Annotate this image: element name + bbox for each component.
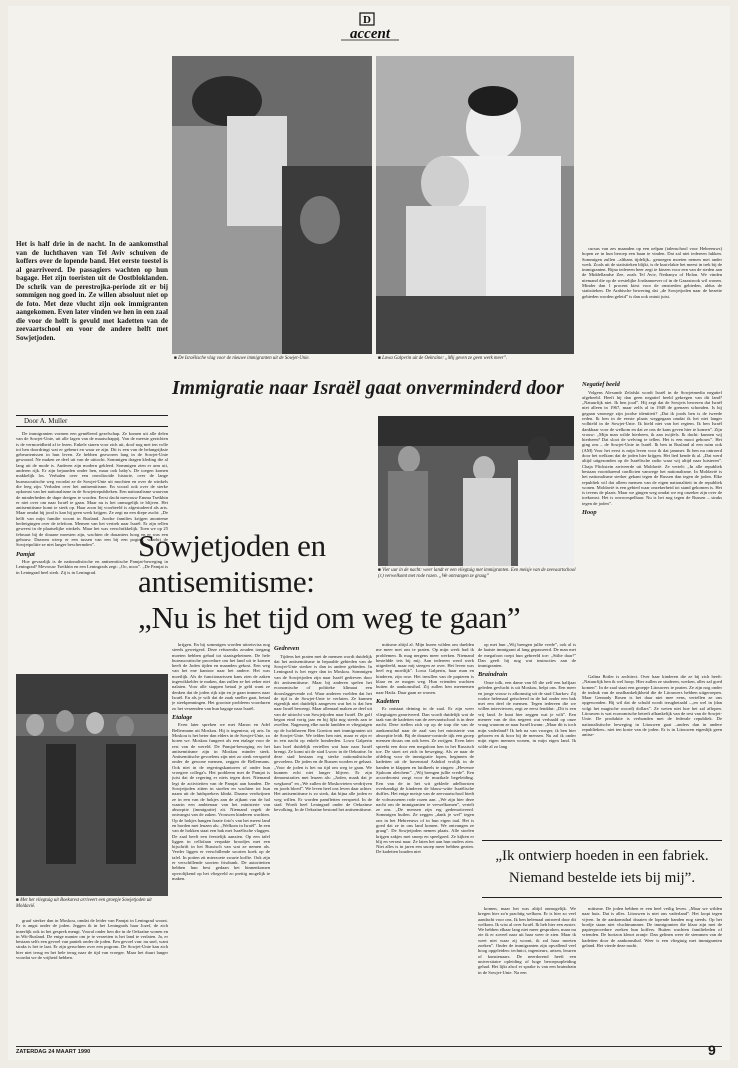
caption-square-icon: ■: [174, 356, 179, 361]
headline-main: [138, 528, 378, 600]
headline-line2: antisemitisme:: [138, 564, 315, 599]
accent-logo: [338, 12, 402, 42]
newspaper-page: [8, 6, 730, 1060]
lead-paragraph: Het is half drie in de nacht. In de aankomsthal van de luchthaven van Tel Aviv schuiven de koffers over de lopende band. Het eerste toestel is al gearriveerd. De passagiers wachten op hun bagage. Het zijn toeristen uit de Oostbloklanden. De schrik van de perestrojka-periode zit er bij sommigen nog goed in. Ze willen absoluut niet op de foto. Met deze vlucht zijn ook immigranten aangekomen. Even later vinden we hen in een zaal die voor de helft is gevuld met kadetten van de zeevaartschool en voor de andere helft met Sowjetjoden.: [16, 240, 168, 343]
subhead-negatief: Negatief beeld: [582, 381, 620, 388]
caption-photo2: ■ Lowa Galperin uit de Oekraïne: „Mij geven ze geen werk meer”.: [378, 356, 508, 361]
caption-photo3: ■ Vier uur in de nacht: weer landt er een vliegtuig met immigranten. Een meisje van de zeevaartschool (r.) verwelkomt met rode rozen. „We ontvangen ze graag”: [378, 568, 576, 579]
subhead-pamjat: Pamjat: [16, 550, 35, 558]
footer-rule: [16, 1046, 722, 1047]
headline-main-line3: „Nu is het tijd om weg te gaan”: [138, 600, 521, 635]
paragraph: Onze tolk, een dame van 65 die zelf een halfjaar geleden gevlucht is uit Moskou, helpt ons. Een meer en jonge vrouw is afkomstig uit de stad Charkov. Zij rookte helemaal geïsoleerd in de hal onder een bak met een deel de mensen. Tegen iedereen die we willen interviewen, zegt ze eerst fenddut: „Dit is een vrij land. Je kunt hier zeggen wat je wilt”. Een meneer van de dos negeert wat verhaald op onze vraag waarom ze naar Israël kwam: „Maar dit is toch mijn vaderland? Ik heb na van vroeger, ik ben hier geboren en ik hoor bij de mensen. Nu zal ik onder mijn eigen mensen wonen, in mijn eigen land. Ik wilde al zo lang: [478, 679, 576, 749]
subhead-braindrain: Braindrain: [478, 671, 508, 679]
paragraph: komen, maar het was altijd onmogelijk. We kregen hier zo'n prachtig welkom. Er is hier zo veel aandacht voor ons. Ik ben helemaal ontroerd door dit welkom. Ik wist al over Israël. Ik heb hier een zuster. We hebben elkaar lang niet meer gesproken, maar nu zie ik er zoveel naar uit haar weer te zien. Maar ik weet niet waar zij woont, ik zal haar moeten zoeken”. Onder de immigranten zijn opvallend veel hoog opgeleiden: technici, ingenieurs, artsen, leraren of kunstenaars. De neerdorend heeft een universitaire opleiding of hoge beroepsopleiding gehad. Het lijkt alsof er sprake is van een braindrain in de Sowjet-Unie. Na een: [478, 906, 576, 975]
paragraph: cursus van zes maanden op een oelpan (talenschool voor Hebreeuws) hopen ze in hun beroep een baan te vinden. Dat zal niet iedereen lukken. Sommigen zullen –althans tijdelijk– genoegen moeten nemen met ander werk. Zoals uit de statistieken blijkt, is de kustvlakte het meest in trek bij de immigranten. Bijna iedereen heer zegt te kiezen voor een van de steden aan de Middellandse Zee, zoals Tel Aviv, Nethanya of Holon. We vinden niemand die op de westelijke Jordaanoever of in de Gazastrook wil wonen. Minder dan 1 procent kiest voor de omstreden gebieden, aldus de statistieken. De Arabische bewering dat „de Sowjetjoden naar de bezette gebieden worden geleid” is dan ook ontuit juist.: [582, 246, 722, 299]
column-5-upper: [478, 642, 576, 830]
caption-square-icon: ■: [16, 898, 21, 903]
quote-line1: „Ik ontwierp hoeden in een fabriek.: [495, 848, 709, 864]
subhead-kadetten: Kadetten: [376, 697, 400, 705]
subhead-hoop: Hoop: [582, 509, 597, 517]
paragraph: Tijdens het praten met de mensen wordt duidelijk dat het antisemitisme in bepaalde gebieden van de Sowjet-Unie sterker is dan in andere gebieden. In Leningrad is het erger dan in Moskou. Sommigen van de Sowjetjoden zijn naar Israël gedreven door dit antisemitisme. Maar bij anderen spelen het economische of politieke klimaat een doorslaggevende rol. Waar anderen voelden dat het de tijd is de Sowjet-Unie te verlaten. Ze kunnen eigenlijk niet duidelijk aangeven wat het is dat hen naar Israël beweegt. Maar allemaal maken ze deel uit van de uittocht van Sowjetjoden naar Israël. De golf begon eind vorig jaar en bij lijkt nog steeds aan te zwellen. Nagenoeg elke nacht landden er vliegtuigen op de luchthaven Ben Goerion met immigranten uit de Sowjet-Unie. We telden hen niet, maar er zijn er in een nacht op enkele honderden. Lowa Galperin kan hoel duidelijk vertellen wat haar naar Israël brengt. Ze komt uit de stad Lwow in de Oekraïne. In deze stad bestaan erg sterke nationalistische gevoelens. De joden en de Russen worden er gehaat. „Voor de joden is het nu tijd om weg te gaan. We kunnen echt niet langer blijven. Er zijn demonstraties met leuzen als: „Joden, maak dat je wegkomt” en „We zullen de Moskovieten verdrijven en joods bloed”. We leven heel ons leven daar achter. Het antisemitisme is zo sterk, dat bijna alle joden er weg willen. Er worden pamfletten verspreid. In de stad. Wordt heel Leningrad onder de Oekraïnse bevolking. In de Oekraïne bestond het antisemitisme.: [274, 653, 372, 813]
footer-date: ZATERDAG 24 MAART 1990: [16, 1049, 91, 1055]
caption-square-icon: ■: [378, 356, 383, 361]
headline-line1: Sowjetjoden en: [138, 528, 326, 563]
paragraph: Even later spreken we met Maron en Adel Bellermann uit Moskou. Hij is ingenieur, zij arts. In Moskou is het beter dan elders in de Sowjet-Unie, zo horen we. Moskou fungeert als een etalage voor de rest van de wereld. De Pamjat-beweging en het antisemitisme zijn in Moskou minder sterk. Antisemitische gevoelens zijn niet zo sterk verspreid onder de gewone mensen, zeggen de Bellermans. Ook niet in de regeringskantoren of onder hun vroegere collega's. Het probleem met de Pamjat is juist dat de regering er niets tegen doet. Niemand legt de activiteiten van de Pamjat aan banden. De Sowjetjoden zitten in stoelen en wachten tot hun naam uit de luidsprekers klinkt. Daarna verdwijnen ze in een van de hokjes aan de zijkant van de hal waarin een ambtenaar van het ministerie van absorptie (immigratie) zit. Niemand regelt de ontvangst van de zaken. Vrouwen kinderen wachten. Op de hokjes hangen fraaie foto's van het meest land en borden met leuzen als: „Welkom in Israël”. In een van de hokken staat een bak met Israëlische vlaggen. De zaal heeft een feestelijk aanzien. Op een tafel liggen in cellofaan verpakte broodjes met een bijschrift in het Russisch van wat ze nemen als. Verder liggen er verschillende soorten koek op de tafel. In potten zit mierzoete zwarte koffie. Ook zijn er verschillende soorten frisdrank. De autoriteiten hebben hun best gedaan het binnenkomen opvrolijkend op het vliegveld zo prettig mogelijk te maken.: [172, 722, 270, 881]
paragraph: Er ontstaat deining in de zaal. Er zijn weer vliegtuigen gearriveerd. Dan wordt duidelijk wat de taak van de kadetten van de zeevaartschool is in deze nacht. Deze stellen zich op op de trap die van de aankomsthal naar de zaal van het ministerie van absorptie leidt. Bij de douane-controle tijk een groep mensen dwaas om ook heen. Ze zwijgen. Even later spreekt een door een megafoon hen in het Russisch toe. De stoet zet zich in beweging. Als ze naar de afdeling voor de immigratie lopen, beginnen de kadetten uit de havenstad Ashdod vrolijk in de handen te klappen en luidkeels te zingen: „Hevenoe Sjaloom aleichem”. „Wij brengen jullie vrede”. Een accordeonist zorgt voor de muzikale begeleiding. Een van de in het wit geklede adelborsten overhandigt de kinderen de blauw-witte Israëlische duffies. Het enige meisje van de zeevaartschool biedt de volwassenen rode rozen aan. „We zijn hier deze nacht om de immigranten te verwelkomen”, vertelt ze ons. „De mensen zijn erg gedemotiveerd. Sommigen huilen. Ze zeggen „dank je wel” tegen ons in het Hebreeuws of in hun eigen taal. Het is goed dat ze in ons land komen. We ontvangen ze graag”. De Sowjetjoden nemen plaats. Alle stoelen krijgen zakjes met snoep en speelgoed. Ze kijken er blij en verrast naar. Ze laten het aan hun ouders zien. Niet alles is in jaren een snoep meer hebben gezien. De kadetten houden niet: [376, 706, 474, 855]
page-number: 9: [708, 1042, 716, 1058]
column-3: [274, 642, 372, 1048]
column-6-last: [582, 906, 722, 1048]
paragraph: Volgens Alexandr Zelafski wordt Israël in de Sowjetmedia negatief afgebeeld. Heeft hij dan geen negatief beeld gekregen van dit land? „Natuurlijk niet. Ik ben jood”. Hij zegt dat de Sowjets beweren dat Israël niet alleen in 1967, maar zelfs al in 1948 de grenzen schonden. Is hij gegaan vanwege zijn joodse identiteit? „Dat ik joods ben is de tweede reden. Ik ben in de eerste plaats weggegaan omdat ik het niet langer volhield in de Sowjet-Unie. Ik hield niet van het regiem. Ik ben Israël dankbaar voor de welkom en dat ze ons de kans geven hier te komen”. Zijn vrouw: „Mijn man wilde hierheen, ik aan twijfels. Ik dacht: kunnen wij hierheen? Dat sloot de welving te tellen. Het is een mooi gebouw”. Het ging ons – de Sowjet-Unie in Israël. Ik ben in Rusland al een ruim ook (AM) Voor het eerst is mijn leven voor ik dat jammer. Ik ben nu ontroerd door het welkom dat de joden hier krijgen. Het lied kende ik al. „Dat werd altijd uitgezonden op de Israëlische radio waar wij altijd naar luisteren”. Chaja Flickstein arriveerde uit Moldavië. Ze vertelt: „In alle republiek bestaan voortdurend conflicten vanwege het nationalisme. In Moldavië is het nationalisme sterker gekant tegen de Russen dan tegen de joden. Elke republiek wil dat alleen mensen van de eigen nationaliteit in de republiek wonen. Moldavië is een gebied waar onzekerheid tot stand gekomen is. Het is tevens de plaats. Maar we gingen weg omdat we erg onzeker zijn over de toekomst. Het is onvoorspelbaar. Nu is het nog tegen de Russen – straks tegen de joden”.: [582, 389, 722, 506]
caption-photo1: ■ De Israëlische vlag voor de nieuwe immigranten uit de Sowjet-Unie.: [174, 356, 310, 361]
caption-square-icon: ■: [378, 568, 383, 573]
paragraph: Galina Botler is architect. Over haar kinderen die ze bij zich heeft: „Natuurlijk ben ik wel hoop. Hier zullen ze studeren, werken, alles zal goed komen”. In de zaal staat een groepje Litouwers te praten. Ze zijn nog onder de indruk van de onafhankelijkheid die de Litouwers hebben uitgeroepen. Maar Gennady Rosen is het daar niet mee eens, vertellen ze ons opgewonden. Hij wil dat de schuld wordt terugbetaald –„en wel in (dan volgt het magische woord) dollars”. Ze weten niet hoe het zal aflopen. Litouwen is wat economische betreft afhankelijk van de rest van de Sowjet-Unie. De produktie is verbonden met de federale republiek. De nationalistische beweging in Litouwen gaat –anders dan in andere republieken– niet ten koste van de joden. Er is in Litouwen eigenlijk geen antise-: [582, 674, 722, 738]
paragraph: Hoe gevaarlijk is de nationalistische en antisemitische Pamjat-beweging in Leningrad? Mevrouw Tsetkhin en een Leningrads zegt: „Oo, nooo”. „De Pamjat is in Leningrad heel sterk. Zij is in Leningrad.: [16, 559, 168, 575]
paragraph: mitisme. De joden hebben er een heel veilig leven. „Maar we wilden naar huis. Dat is alles. Litouwen is niet ons vaderland”. Het loopt tegen vijven. In de aankomsthal draaien de lopende banden nog steeds. Op het bordje staan niet vluchtnummer. De immigranten die klaar zijn met de papierprocedure zoeken hun koffers. Buiten wachten familieleden of vrienden. De horizon kleurt oranje. Dan gelinen weer de stemmen van de kadetten door de aankomsthal. Weer is een vliegtuig met immigranten geland. Het vierde deze nacht.: [582, 906, 722, 949]
column-1-lower: [16, 918, 168, 1048]
photo-arrival-night: [378, 416, 574, 566]
subhead-etalage: Etalage: [172, 713, 193, 721]
column-6-middle: [582, 378, 722, 670]
headline-immigratie: Immigratie naar Israël gaat onverminderd door: [172, 378, 564, 399]
paragraph: graaf sterker dan in Moskou, omdat de leider van Pamjat in Leningrad woont. Er is angst onder de joden. Jeggen ik in het Leningrads haar Jozef, de zich innerlijk ook in het gesprek mengt. Vooral onder hen die in de Oekraïne wonen en in Wit-Rusland. De enige manier om je te verzetten is het land te verlaten. Ja, er bestaan selfs een gevoel van paniek onder de joden. Een gevoel van: nu snel, want straks is het te laat. Er zijn geruchten over een pogrom. De Sowjet-Unie kan zich hier niet terug en het hele terug naar de tijd van vroeger. Maar het duurt langer voordat we de vrijheid hebben.: [16, 918, 168, 961]
column-6-top: [582, 246, 722, 376]
byline: Door A. Muller: [16, 415, 168, 427]
paragraph: De immigranten vormen een gemêleerd gezelschap. Ze komen uit alle delen van de Sowjet-Unie, uit alle lagen van de maatschappij. Van de meeste gezichten is de vermoeidheid af te lezen. Enkele staren voor zich uit, doof nog met ten volle tot hen doordringt wat er gebeurt en waar ze zijn. Dit is een van de belangrijkste gebeurtenissen in hun leven. Ze hebben gezworen lang in de Sowjet-Unie gewoond. Ne maken ze deel uit van de uittocht. Sommigen dragen kleding die al lang uit de mode is. Anderen zijn modern gekleed. Sommigen zien er arm uit, anderen rijk. Er zijn bejaarden onder hen, maar ook baby's. De toegen komen makkelijk los. Verhalen over een onvoltooide historie, over de lange bureaucratische weg voordat ze de Sowjet-Unie uit mochten en over de winkels die leeg zijn. Verhalen over het antisemitisme. En vooral ook over de sterke opkomst van het nationalisme in de Sowjetrepublieken. Een nationalisme waarvan de minderheden de dupe dreigen te worden. Eerst dacht mevrouw Emma Tsetkhin er niet over om naar Israël te gaan. Maar nu is het onmogelijk te blijven. Het antisemitisme komt te sterk op. Haar zoon bij voorbeeld is afgestudeerd als arts. Maar omdat hij jood is kan hij geen werk krijgen. Ze zegt na een diepe zucht: „De helft van mijn familie woont in Rusland. Joodse families krijgen anonieme bedreigingen over de telefoon. Mensen van het vertrek naar Israël. Er zijn rellen geweest in de plaatselijke winkels. Maar het was verschrikkelijk. Toen we op 25 februari bij de douane moesten zijn, wachten de douaniers hoog en er was een gebouw. Daarom wierp er een tussen van een bij een poging, waarbij de Sowjetpolitie ze niet langer beschermden”.: [16, 431, 168, 548]
photo-lowa-galperin: [376, 56, 574, 354]
caption-photo4: ■ Met het vliegtuig uit Boekarest arriveert een groepje Sowjetjoden uit Moldavië.: [16, 898, 152, 909]
photo-israeli-flag: [172, 56, 372, 354]
paragraph: krijgen. En bij sommigen worden uitreisvisa nog steeds geweigerd. Deze refuseniks zouden toegang moeten hebben gehad tot staatsgeheimen. De hele bureaucratische procedure om het land uit te komen heeft de Joden tijden en maanden gekost. Een weg van het ene kantoor naar het andere. Het was moeilijk. Als de functionarissen kans zien de zaken ingewikkelder te maken, dan zullen ze het zeker niet nalaten. Voor alle stappen betaal je geld want ze denken dat de joden rijk zijn en je gaan immers naar Israël. En als je wilt dat de zaak sneller gaat, betaal je steekpenningen. Het grootste probleem voorduren zo het verzenden van hun bagage naar Israël.: [172, 642, 270, 711]
logo-word: accent: [350, 26, 390, 42]
pull-quote: [482, 840, 722, 898]
column-2: [172, 642, 270, 1048]
quote-line2: Niemand bestelde iets bij mij”.: [508, 870, 696, 886]
logo-letter: D: [363, 14, 371, 26]
column-5-lower: [478, 906, 576, 1048]
column-6-lower: [582, 674, 722, 834]
subhead-gedreven: Gedreven: [274, 645, 300, 652]
photo-bucharest-group: [16, 674, 168, 896]
paragraph: op met hun „Wij brengen jullie vrede”, ook al is de laatste immigrant al lang gepasseerd. De man met de megafoon roept hun gebreeld toe: „Stilte daar!” Dan geeft hij nog wat instructies aan de immigranten.: [478, 642, 576, 669]
paragraph: mitisme altijd al. Mijn buren wilden om duelden me meer met ons te praten. Op mijn werk had ik problemen. Ik mag nergens meer werken. Niemand besteldde iets bij mij. Aan iedereen werd werk uitgedeeld, maar mij steegen ze over. Het leven was heel erg moeilijk”. Lowa Galperin, haar man en kinderen, zijn rose. Het invullen van de papieren is klaar en ze mogen weg. Hun vrienden wachten buiten de aankomsthal. Zij zullen hen meenemen naar Haifa. Daar gaan ze wonen.: [376, 642, 474, 695]
column-4: [376, 642, 474, 1048]
